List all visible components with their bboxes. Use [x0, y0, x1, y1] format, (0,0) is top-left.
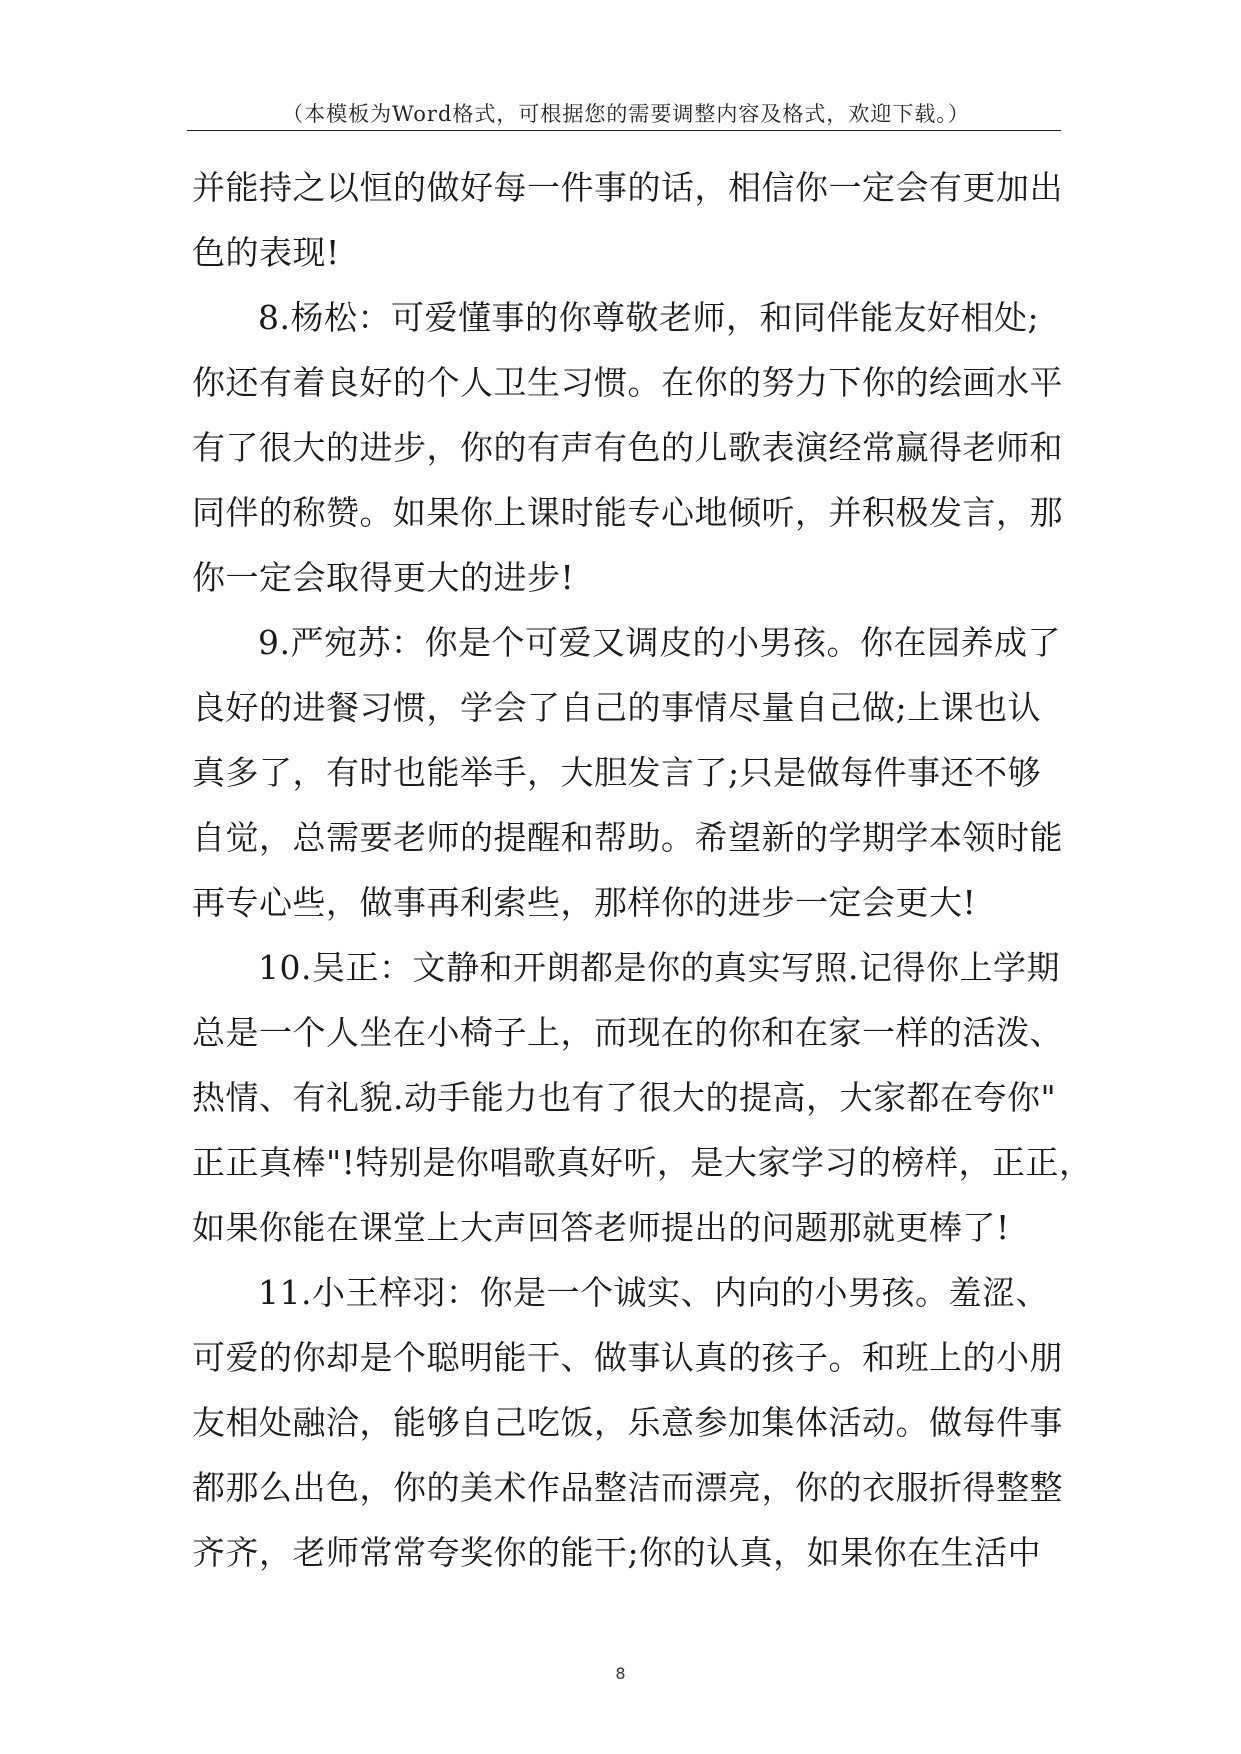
text-line: 可爱的你却是个聪明能干、做事认真的孩子。和班上的小朋 [192, 1338, 1063, 1377]
text-line: 色的表现! [192, 233, 340, 272]
text-line: 有了很大的进步，你的有声有色的儿歌表演经常赢得老师和 [192, 428, 1063, 467]
document-body [192, 155, 1093, 1585]
text-line: 你还有着良好的个人卫生习惯。在你的努力下你的绘画水平 [192, 363, 1063, 402]
paragraph-start-line: 11.小王梓羽：你是一个诚实、内向的小男孩。羞涩、 [258, 1273, 1049, 1312]
paragraph-start-line: 9.严宛苏：你是个可爱又调皮的小男孩。你在园养成了 [258, 623, 1061, 662]
text-line: 你一定会取得更大的进步! [192, 558, 575, 597]
text-line: 总是一个人坐在小椅子上，而现在的你和在家一样的活泼、 [192, 1013, 1063, 1052]
text-line: 同伴的称赞。如果你上课时能专心地倾听，并积极发言，那 [192, 493, 1063, 532]
text-line: 友相处融洽，能够自己吃饭，乐意参加集体活动。做每件事 [192, 1403, 1063, 1442]
text-line: 再专心些，做事再利索些，那样你的进步一定会更大! [192, 883, 977, 922]
text-line: 良好的进餐习惯，学会了自己的事情尽量自己做;上课也认 [192, 688, 1042, 727]
page-header: （本模板为Word格式，可根据您的需要调整内容及格式，欢迎下载。） [282, 102, 970, 126]
page-number: 8 [615, 1664, 626, 1683]
text-line: 并能持之以恒的做好每一件事的话，相信你一定会有更加出 [192, 168, 1063, 207]
paragraph-start-line: 10.吴正：文静和开朗都是你的真实写照.记得你上学期 [258, 948, 1060, 987]
text-line: 齐齐，老师常常夸奖你的能干;你的认真，如果你在生活中 [192, 1533, 1042, 1572]
text-line: 热情、有礼貌.动手能力也有了很大的提高，大家都在夸你" [192, 1078, 1057, 1117]
text-line: 正正真棒"!特别是你唱歌真好听，是大家学习的榜样，正正， [192, 1143, 1093, 1182]
paragraph-start-line: 8.杨松：可爱懂事的你尊敬老师，和同伴能友好相处; [258, 298, 1040, 337]
text-line: 都那么出色，你的美术作品整洁而漂亮，你的衣服折得整整 [192, 1468, 1063, 1507]
header-divider [187, 130, 1061, 131]
text-line: 真多了，有时也能举手，大胆发言了;只是做每件事还不够 [192, 753, 1042, 792]
text-line: 自觉，总需要老师的提醒和帮助。希望新的学期学本领时能 [192, 818, 1063, 857]
text-line: 如果你能在课堂上大声回答老师提出的问题那就更棒了! [192, 1208, 1010, 1247]
